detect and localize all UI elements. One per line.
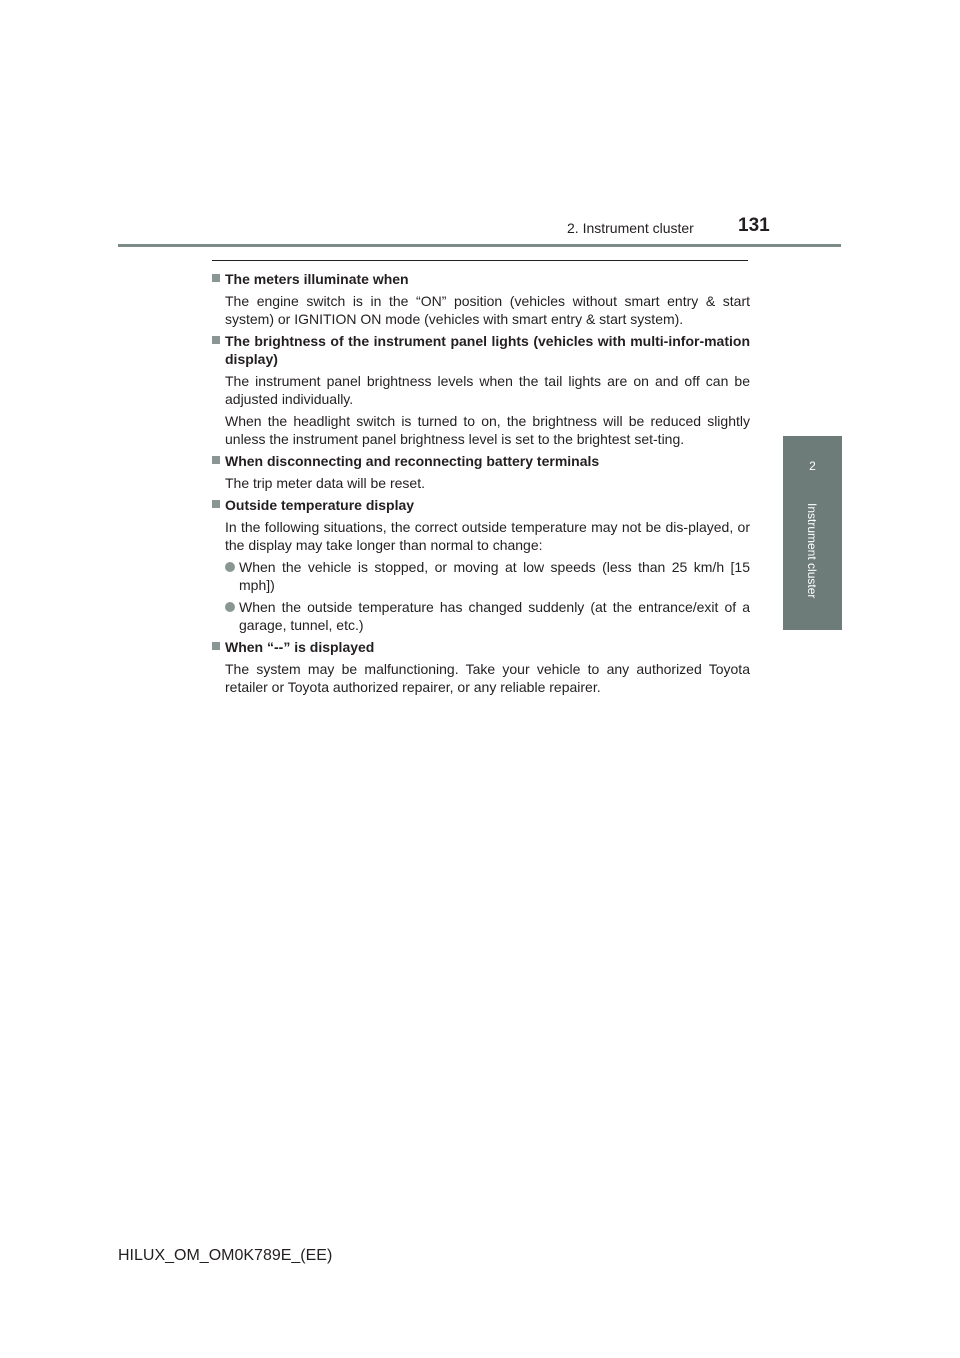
section-dash-displayed — [212, 638, 750, 696]
content-divider — [212, 260, 748, 261]
header-section-title: 2. Instrument cluster — [567, 220, 694, 236]
list-item — [212, 558, 750, 594]
paragraph: The system may be malfunctioning. Take your vehicle to any authorized Toyota retailer or Toyota authorized repairer, or any reliable repairer. — [225, 661, 750, 695]
section-outside-temperature — [212, 496, 750, 634]
section-meters-illuminate — [212, 270, 750, 328]
section-brightness — [212, 332, 750, 448]
section-square-icon — [212, 336, 220, 344]
section-title: When “--” is displayed — [225, 639, 375, 655]
chapter-tab-label: Instrument cluster — [804, 503, 819, 599]
bullet-dot-icon — [225, 602, 235, 612]
section-square-icon — [212, 500, 220, 508]
paragraph: In the following situations, the correct outside temperature may not be dis-played, or the display may take longer than normal to change: — [225, 519, 750, 553]
section-title: The brightness of the instrument panel lights (vehicles with multi-infor-mation display) — [225, 333, 750, 367]
section-title: Outside temperature display — [225, 497, 415, 513]
paragraph: The engine switch is in the “ON” position (vehicles without smart entry & start system) or IGNITION ON mode (vehicles with smart entry & start system). — [225, 293, 750, 327]
section-square-icon — [212, 642, 220, 650]
paragraph: When the headlight switch is turned to on, the brightness will be reduced slightly unless the instrument panel brightness level is set to the brightest set-ting. — [225, 413, 750, 447]
chapter-tab — [783, 495, 842, 630]
paragraph: The trip meter data will be reset. — [225, 475, 425, 491]
paragraph: The instrument panel brightness levels when the tail lights are on and off can be adjusted individually. — [225, 373, 750, 407]
bullet-dot-icon — [225, 562, 235, 572]
section-title: When disconnecting and reconnecting battery terminals — [225, 453, 600, 469]
section-title: The meters illuminate when — [225, 271, 409, 287]
header-divider — [118, 244, 841, 247]
document-code: HILUX_OM_OM0K789E_(EE) — [118, 1247, 333, 1264]
section-battery-terminals — [212, 452, 750, 492]
list-item-text: When the vehicle is stopped, or moving at low speeds (less than 25 km/h [15 mph]) — [239, 559, 750, 593]
section-square-icon — [212, 456, 220, 464]
content-body — [212, 266, 750, 696]
list-item-text: When the outside temperature has changed suddenly (at the entrance/exit of a garage, tunnel, etc.) — [239, 599, 750, 633]
section-square-icon — [212, 274, 220, 282]
page-number: 131 — [738, 215, 770, 236]
list-item — [212, 598, 750, 634]
chapter-tab-number: 2 — [783, 436, 842, 495]
